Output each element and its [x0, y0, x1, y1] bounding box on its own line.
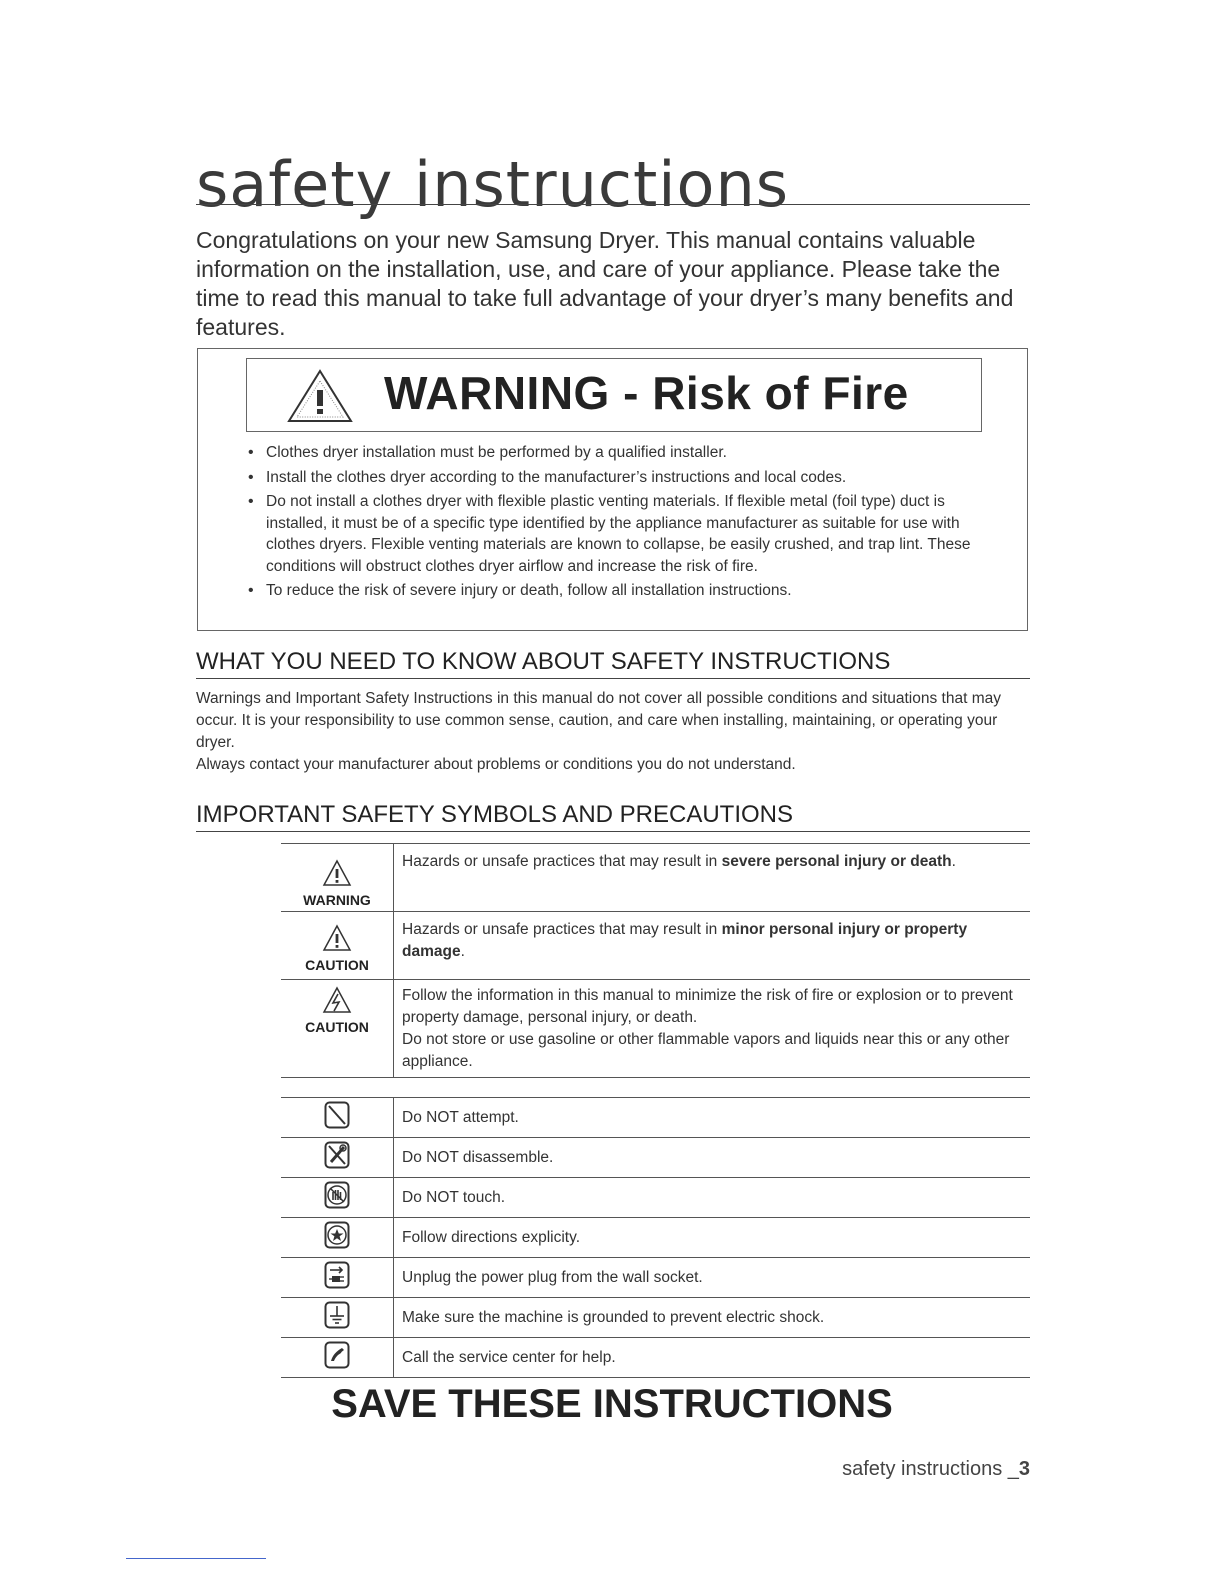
- section-paragraph: Always contact your manufacturer about problems or conditions you do not understand.: [196, 756, 796, 773]
- precaution-text: Do NOT attempt.: [394, 1098, 1031, 1138]
- page-title: safety instructions: [196, 148, 790, 221]
- title-rule: [196, 204, 1030, 205]
- symbol-cell: [281, 912, 394, 980]
- symbol-label: CAUTION: [305, 1019, 369, 1035]
- table-row: [281, 1338, 1030, 1378]
- symbol-label: CAUTION: [305, 957, 369, 973]
- corner-rule: [126, 1558, 266, 1559]
- list-item: • To reduce the risk of severe injury or death, follow all installation instructions.: [246, 580, 1006, 602]
- symbol-text: Hazards or unsafe practices that may result in: [402, 853, 722, 870]
- symbol-cell: [281, 1098, 394, 1138]
- symbol-description: [394, 912, 1031, 980]
- table-row: [281, 1258, 1030, 1298]
- symbol-cell: [281, 844, 394, 912]
- precaution-text: Do NOT touch.: [394, 1178, 1031, 1218]
- fire-caution-icon: [322, 986, 352, 1014]
- no-disassemble-icon: [324, 1141, 350, 1169]
- symbol-label: WARNING: [303, 892, 371, 908]
- symbol-cell: [281, 1258, 394, 1298]
- symbol-text: .: [951, 853, 956, 870]
- call-service-icon: [324, 1341, 350, 1369]
- list-item: • Install the clothes dryer according to the manufacturer’s instructions and local codes.: [246, 467, 1006, 489]
- warning-triangle-icon: [322, 859, 352, 887]
- fire-warning-heading: WARNING - Risk of Fire: [384, 367, 909, 419]
- symbol-description: [394, 844, 1031, 912]
- symbol-cell: [281, 980, 394, 1078]
- section-paragraph: Warnings and Important Safety Instructions in this manual do not cover all possible conditions and situations that may occur. It is your responsibility to use common sense, caution, and care when installing, maintaining, or operating your dryer.: [196, 690, 1001, 751]
- symbol-text: .: [460, 943, 465, 960]
- symbol-text-bold: severe personal injury or death: [721, 853, 952, 870]
- section-rule: [196, 831, 1030, 832]
- table-row: [281, 1218, 1030, 1258]
- no-attempt-icon: [324, 1101, 350, 1129]
- precaution-text: Make sure the machine is grounded to prevent electric shock.: [394, 1298, 1031, 1338]
- save-instructions-banner: SAVE THESE INSTRUCTIONS: [331, 1382, 893, 1426]
- section-heading: IMPORTANT SAFETY SYMBOLS AND PRECAUTIONS: [196, 801, 794, 828]
- unplug-icon: [324, 1261, 350, 1289]
- symbol-cell: [281, 1298, 394, 1338]
- symbol-text: Do not store or use gasoline or other flammable vapors and liquids near this or any other appliance.: [402, 1031, 1010, 1070]
- list-item: • Do not install a clothes dryer with flexible plastic venting materials. If flexible metal (foil type) duct is installed, it must be of a specific type identified by the appliance manufacturer as suitable for use with clothes dryers. Flexible venting materials are known to collapse, be easily crushed, and trap lint. These conditions will obstruct clothes dryer airflow and increase the risk of fire.: [246, 491, 1006, 577]
- footer-label: safety instructions _: [842, 1458, 1019, 1480]
- page-footer: [842, 1458, 1030, 1481]
- symbol-cell: [281, 1218, 394, 1258]
- symbol-text-bold: minor personal injury or property damage: [402, 921, 968, 960]
- precaution-text: Do NOT disassemble.: [394, 1138, 1031, 1178]
- no-touch-icon: [324, 1181, 350, 1209]
- ground-icon: [324, 1301, 350, 1329]
- warning-triangle-icon: [286, 368, 354, 424]
- section-heading: WHAT YOU NEED TO KNOW ABOUT SAFETY INSTRUCTIONS: [196, 648, 891, 675]
- symbol-description: [394, 980, 1031, 1078]
- symbol-text: Follow the information in this manual to minimize the risk of fire or explosion or to prevent property damage, personal injury, or death.: [402, 987, 1013, 1026]
- symbol-cell: [281, 1138, 394, 1178]
- precaution-text: Call the service center for help.: [394, 1338, 1031, 1378]
- list-item: • Clothes dryer installation must be performed by a qualified installer.: [246, 442, 1006, 464]
- table-row: [281, 1138, 1030, 1178]
- symbol-cell: [281, 1338, 394, 1378]
- follow-directions-icon: [324, 1221, 350, 1249]
- symbol-cell: [281, 1178, 394, 1218]
- table-row: [281, 1178, 1030, 1218]
- precaution-text: Follow directions explicity.: [394, 1218, 1031, 1258]
- table-row: [281, 912, 1030, 980]
- precaution-text: Unplug the power plug from the wall socket.: [394, 1258, 1031, 1298]
- table-row: [281, 844, 1030, 912]
- precautions-table: [281, 1097, 1030, 1378]
- section-rule: [196, 678, 1030, 679]
- intro-paragraph: Congratulations on your new Samsung Dryer. This manual contains valuable information on the installation, use, and care of your appliance. Please take the time to read this manual to take full advantage of your dryer’s many benefits and features.: [196, 227, 1014, 340]
- caution-triangle-icon: [322, 924, 352, 952]
- table-row: [281, 1098, 1030, 1138]
- table-row: [281, 980, 1030, 1078]
- symbols-table: [281, 843, 1030, 1078]
- section-body: [196, 688, 1026, 776]
- fire-warning-list: [246, 442, 1006, 605]
- page-number: 3: [1018, 1458, 1030, 1480]
- symbol-text: Hazards or unsafe practices that may result in: [402, 921, 722, 938]
- table-row: [281, 1298, 1030, 1338]
